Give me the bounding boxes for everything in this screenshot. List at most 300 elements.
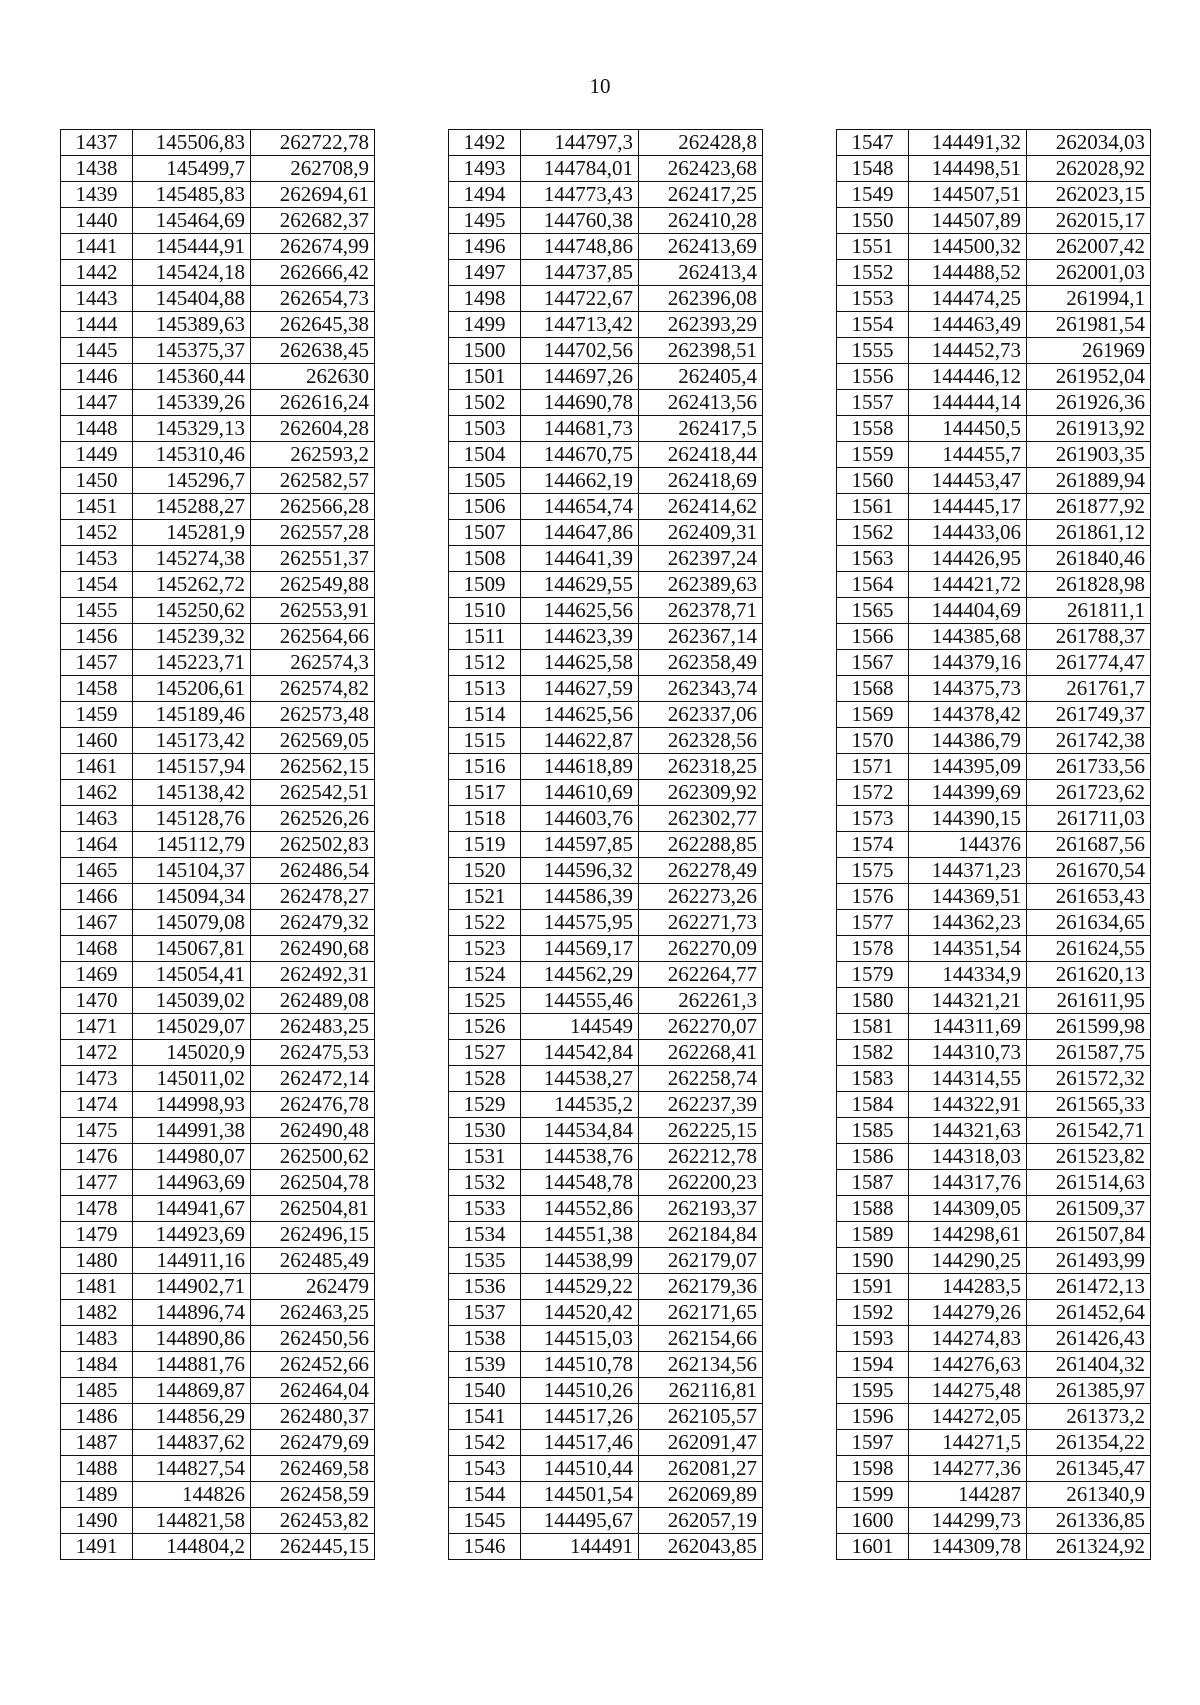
x-coordinate-cell: 145296,7 (133, 468, 251, 494)
x-coordinate-cell: 144551,38 (521, 1222, 639, 1248)
y-coordinate-cell: 262091,47 (639, 1430, 763, 1456)
point-number-cell: 1574 (837, 832, 909, 858)
table-row (449, 338, 763, 364)
table-row (449, 156, 763, 182)
x-coordinate-cell: 144670,75 (521, 442, 639, 468)
point-number-cell: 1579 (837, 962, 909, 988)
x-coordinate-cell: 144386,79 (909, 728, 1027, 754)
y-coordinate-cell: 261572,32 (1027, 1066, 1151, 1092)
point-number-cell: 1468 (61, 936, 133, 962)
coordinate-table-2 (448, 129, 763, 1560)
table-row (61, 832, 375, 858)
point-number-cell: 1538 (449, 1326, 521, 1352)
x-coordinate-cell: 144399,69 (909, 780, 1027, 806)
y-coordinate-cell: 262309,92 (639, 780, 763, 806)
table-row (449, 936, 763, 962)
table-row (449, 494, 763, 520)
x-coordinate-cell: 144623,39 (521, 624, 639, 650)
table-row (837, 286, 1151, 312)
y-coordinate-cell: 262264,77 (639, 962, 763, 988)
point-number-cell: 1485 (61, 1378, 133, 1404)
x-coordinate-cell: 145360,44 (133, 364, 251, 390)
x-coordinate-cell: 145499,7 (133, 156, 251, 182)
table-row (837, 936, 1151, 962)
table-row (449, 598, 763, 624)
x-coordinate-cell: 144322,91 (909, 1092, 1027, 1118)
point-number-cell: 1495 (449, 208, 521, 234)
table-row (449, 416, 763, 442)
x-coordinate-cell: 144318,03 (909, 1144, 1027, 1170)
table-row (61, 1378, 375, 1404)
table-row (449, 260, 763, 286)
x-coordinate-cell: 144881,76 (133, 1352, 251, 1378)
x-coordinate-cell: 144362,23 (909, 910, 1027, 936)
y-coordinate-cell: 262367,14 (639, 624, 763, 650)
y-coordinate-cell: 262413,69 (639, 234, 763, 260)
table-row (449, 1196, 763, 1222)
y-coordinate-cell: 261404,32 (1027, 1352, 1151, 1378)
table-row (449, 572, 763, 598)
x-coordinate-cell: 144784,01 (521, 156, 639, 182)
y-coordinate-cell: 261840,46 (1027, 546, 1151, 572)
x-coordinate-cell: 144376 (909, 832, 1027, 858)
y-coordinate-cell: 262081,27 (639, 1456, 763, 1482)
point-number-cell: 1450 (61, 468, 133, 494)
table-row (837, 1352, 1151, 1378)
point-number-cell: 1494 (449, 182, 521, 208)
table-row (837, 416, 1151, 442)
x-coordinate-cell: 144277,36 (909, 1456, 1027, 1482)
x-coordinate-cell: 144491 (521, 1534, 639, 1560)
x-coordinate-cell: 144641,39 (521, 546, 639, 572)
x-coordinate-cell: 145389,63 (133, 312, 251, 338)
y-coordinate-cell: 262105,57 (639, 1404, 763, 1430)
y-coordinate-cell: 262616,24 (251, 390, 375, 416)
point-number-cell: 1569 (837, 702, 909, 728)
y-coordinate-cell: 262502,83 (251, 832, 375, 858)
y-coordinate-cell: 262034,03 (1027, 130, 1151, 156)
table-row (61, 546, 375, 572)
y-coordinate-cell: 262654,73 (251, 286, 375, 312)
x-coordinate-cell: 145029,07 (133, 1014, 251, 1040)
x-coordinate-cell: 144426,95 (909, 546, 1027, 572)
y-coordinate-cell: 261345,47 (1027, 1456, 1151, 1482)
point-number-cell: 1512 (449, 650, 521, 676)
x-coordinate-cell: 144517,26 (521, 1404, 639, 1430)
x-coordinate-cell: 144534,84 (521, 1118, 639, 1144)
x-coordinate-cell: 144510,26 (521, 1378, 639, 1404)
point-number-cell: 1464 (61, 832, 133, 858)
point-number-cell: 1576 (837, 884, 909, 910)
x-coordinate-cell: 144452,73 (909, 338, 1027, 364)
x-coordinate-cell: 144837,62 (133, 1430, 251, 1456)
y-coordinate-cell: 261542,71 (1027, 1118, 1151, 1144)
table-row (837, 728, 1151, 754)
point-number-cell: 1501 (449, 364, 521, 390)
table-row (837, 1534, 1151, 1560)
table-row (61, 1456, 375, 1482)
point-number-cell: 1454 (61, 572, 133, 598)
y-coordinate-cell: 262237,39 (639, 1092, 763, 1118)
x-coordinate-cell: 144760,38 (521, 208, 639, 234)
y-coordinate-cell: 262490,68 (251, 936, 375, 962)
table-row (837, 1196, 1151, 1222)
y-coordinate-cell: 261913,92 (1027, 416, 1151, 442)
point-number-cell: 1587 (837, 1170, 909, 1196)
y-coordinate-cell: 261324,92 (1027, 1534, 1151, 1560)
x-coordinate-cell: 144520,42 (521, 1300, 639, 1326)
y-coordinate-cell: 262405,4 (639, 364, 763, 390)
table-row (837, 1144, 1151, 1170)
y-coordinate-cell: 262318,25 (639, 754, 763, 780)
y-coordinate-cell: 262057,19 (639, 1508, 763, 1534)
table-row (61, 1482, 375, 1508)
x-coordinate-cell: 144369,51 (909, 884, 1027, 910)
x-coordinate-cell: 145310,46 (133, 442, 251, 468)
point-number-cell: 1525 (449, 988, 521, 1014)
point-number-cell: 1561 (837, 494, 909, 520)
x-coordinate-cell: 144597,85 (521, 832, 639, 858)
table-row (449, 286, 763, 312)
table-row (61, 468, 375, 494)
y-coordinate-cell: 262423,68 (639, 156, 763, 182)
x-coordinate-cell: 145223,71 (133, 650, 251, 676)
x-coordinate-cell: 144507,51 (909, 182, 1027, 208)
x-coordinate-cell: 144446,12 (909, 364, 1027, 390)
y-coordinate-cell: 261749,37 (1027, 702, 1151, 728)
table-row (61, 702, 375, 728)
point-number-cell: 1480 (61, 1248, 133, 1274)
table-row (449, 884, 763, 910)
point-number-cell: 1500 (449, 338, 521, 364)
y-coordinate-cell: 262682,37 (251, 208, 375, 234)
y-coordinate-cell: 262553,91 (251, 598, 375, 624)
y-coordinate-cell: 262722,78 (251, 130, 375, 156)
y-coordinate-cell: 261811,1 (1027, 598, 1151, 624)
table-row (449, 1404, 763, 1430)
point-number-cell: 1498 (449, 286, 521, 312)
point-number-cell: 1549 (837, 182, 909, 208)
x-coordinate-cell: 144510,44 (521, 1456, 639, 1482)
table-row (61, 1118, 375, 1144)
x-coordinate-cell: 144309,05 (909, 1196, 1027, 1222)
table-row (449, 390, 763, 416)
point-number-cell: 1492 (449, 130, 521, 156)
y-coordinate-cell: 262413,56 (639, 390, 763, 416)
x-coordinate-cell: 144529,22 (521, 1274, 639, 1300)
x-coordinate-cell: 145329,13 (133, 416, 251, 442)
point-number-cell: 1478 (61, 1196, 133, 1222)
point-number-cell: 1533 (449, 1196, 521, 1222)
y-coordinate-cell: 261523,82 (1027, 1144, 1151, 1170)
table-row (837, 1222, 1151, 1248)
y-coordinate-cell: 262504,81 (251, 1196, 375, 1222)
table-row (61, 130, 375, 156)
x-coordinate-cell: 144455,7 (909, 442, 1027, 468)
y-coordinate-cell: 262007,42 (1027, 234, 1151, 260)
table-row (61, 1144, 375, 1170)
point-number-cell: 1460 (61, 728, 133, 754)
x-coordinate-cell: 144827,54 (133, 1456, 251, 1482)
table-row (449, 234, 763, 260)
table-row (837, 1508, 1151, 1534)
x-coordinate-cell: 144890,86 (133, 1326, 251, 1352)
x-coordinate-cell: 144998,93 (133, 1092, 251, 1118)
x-coordinate-cell: 144797,3 (521, 130, 639, 156)
table-row (837, 1404, 1151, 1430)
y-coordinate-cell: 262418,69 (639, 468, 763, 494)
point-number-cell: 1537 (449, 1300, 521, 1326)
table-row (837, 1300, 1151, 1326)
x-coordinate-cell: 144395,09 (909, 754, 1027, 780)
x-coordinate-cell: 145189,46 (133, 702, 251, 728)
point-number-cell: 1562 (837, 520, 909, 546)
table-row (61, 234, 375, 260)
y-coordinate-cell: 262445,15 (251, 1534, 375, 1560)
table-row (449, 364, 763, 390)
y-coordinate-cell: 261565,33 (1027, 1092, 1151, 1118)
table-row (61, 572, 375, 598)
table-row (837, 234, 1151, 260)
point-number-cell: 1469 (61, 962, 133, 988)
point-number-cell: 1457 (61, 650, 133, 676)
y-coordinate-cell: 261354,22 (1027, 1430, 1151, 1456)
point-number-cell: 1584 (837, 1092, 909, 1118)
y-coordinate-cell: 262479 (251, 1274, 375, 1300)
x-coordinate-cell: 145444,91 (133, 234, 251, 260)
x-coordinate-cell: 144856,29 (133, 1404, 251, 1430)
x-coordinate-cell: 144562,29 (521, 962, 639, 988)
table-row (61, 1196, 375, 1222)
x-coordinate-cell: 144274,83 (909, 1326, 1027, 1352)
table-row (61, 1508, 375, 1534)
point-number-cell: 1595 (837, 1378, 909, 1404)
x-coordinate-cell: 145274,38 (133, 546, 251, 572)
y-coordinate-cell: 262551,37 (251, 546, 375, 572)
y-coordinate-cell: 262015,17 (1027, 208, 1151, 234)
y-coordinate-cell: 261624,55 (1027, 936, 1151, 962)
y-coordinate-cell: 261670,54 (1027, 858, 1151, 884)
point-number-cell: 1550 (837, 208, 909, 234)
point-number-cell: 1598 (837, 1456, 909, 1482)
point-number-cell: 1555 (837, 338, 909, 364)
x-coordinate-cell: 145011,02 (133, 1066, 251, 1092)
table-row (449, 1534, 763, 1560)
x-coordinate-cell: 145094,34 (133, 884, 251, 910)
y-coordinate-cell: 262485,49 (251, 1248, 375, 1274)
y-coordinate-cell: 261861,12 (1027, 520, 1151, 546)
y-coordinate-cell: 262413,4 (639, 260, 763, 286)
point-number-cell: 1521 (449, 884, 521, 910)
x-coordinate-cell: 144321,21 (909, 988, 1027, 1014)
y-coordinate-cell: 261599,98 (1027, 1014, 1151, 1040)
table-row (837, 546, 1151, 572)
x-coordinate-cell: 144748,86 (521, 234, 639, 260)
table-row (61, 936, 375, 962)
point-number-cell: 1465 (61, 858, 133, 884)
x-coordinate-cell: 144463,49 (909, 312, 1027, 338)
point-number-cell: 1545 (449, 1508, 521, 1534)
point-number-cell: 1567 (837, 650, 909, 676)
point-number-cell: 1476 (61, 1144, 133, 1170)
x-coordinate-cell: 144351,54 (909, 936, 1027, 962)
table-row (449, 650, 763, 676)
point-number-cell: 1484 (61, 1352, 133, 1378)
x-coordinate-cell: 144622,87 (521, 728, 639, 754)
x-coordinate-cell: 144501,54 (521, 1482, 639, 1508)
table-row (837, 702, 1151, 728)
point-number-cell: 1540 (449, 1378, 521, 1404)
x-coordinate-cell: 144618,89 (521, 754, 639, 780)
point-number-cell: 1588 (837, 1196, 909, 1222)
table-row (837, 598, 1151, 624)
x-coordinate-cell: 144433,06 (909, 520, 1027, 546)
point-number-cell: 1472 (61, 1040, 133, 1066)
x-coordinate-cell: 144980,07 (133, 1144, 251, 1170)
point-number-cell: 1508 (449, 546, 521, 572)
table-row (449, 1508, 763, 1534)
point-number-cell: 1448 (61, 416, 133, 442)
x-coordinate-cell: 144991,38 (133, 1118, 251, 1144)
point-number-cell: 1599 (837, 1482, 909, 1508)
point-number-cell: 1589 (837, 1222, 909, 1248)
table-row (61, 650, 375, 676)
point-number-cell: 1467 (61, 910, 133, 936)
table-row (61, 1534, 375, 1560)
table-row (837, 390, 1151, 416)
x-coordinate-cell: 145054,41 (133, 962, 251, 988)
x-coordinate-cell: 145157,94 (133, 754, 251, 780)
table-row (449, 962, 763, 988)
table-row (61, 520, 375, 546)
y-coordinate-cell: 262574,82 (251, 676, 375, 702)
y-coordinate-cell: 261472,13 (1027, 1274, 1151, 1300)
table-row (449, 182, 763, 208)
point-number-cell: 1477 (61, 1170, 133, 1196)
point-number-cell: 1491 (61, 1534, 133, 1560)
point-number-cell: 1461 (61, 754, 133, 780)
point-number-cell: 1582 (837, 1040, 909, 1066)
x-coordinate-cell: 144963,69 (133, 1170, 251, 1196)
y-coordinate-cell: 261587,75 (1027, 1040, 1151, 1066)
point-number-cell: 1594 (837, 1352, 909, 1378)
y-coordinate-cell: 261828,98 (1027, 572, 1151, 598)
y-coordinate-cell: 262452,66 (251, 1352, 375, 1378)
table-row (449, 546, 763, 572)
point-number-cell: 1566 (837, 624, 909, 650)
table-row (449, 1144, 763, 1170)
point-number-cell: 1504 (449, 442, 521, 468)
x-coordinate-cell: 144690,78 (521, 390, 639, 416)
point-number-cell: 1580 (837, 988, 909, 1014)
x-coordinate-cell: 144603,76 (521, 806, 639, 832)
table-row (61, 1300, 375, 1326)
table-row (837, 520, 1151, 546)
y-coordinate-cell: 262472,14 (251, 1066, 375, 1092)
point-number-cell: 1522 (449, 910, 521, 936)
point-number-cell: 1593 (837, 1326, 909, 1352)
table-row (449, 1014, 763, 1040)
y-coordinate-cell: 262483,25 (251, 1014, 375, 1040)
table-row (449, 1274, 763, 1300)
point-number-cell: 1517 (449, 780, 521, 806)
x-coordinate-cell: 144586,39 (521, 884, 639, 910)
x-coordinate-cell: 144488,52 (909, 260, 1027, 286)
table-row (61, 156, 375, 182)
y-coordinate-cell: 262179,36 (639, 1274, 763, 1300)
table-row (61, 312, 375, 338)
x-coordinate-cell: 144569,17 (521, 936, 639, 962)
x-coordinate-cell: 144681,73 (521, 416, 639, 442)
x-coordinate-cell: 145104,37 (133, 858, 251, 884)
x-coordinate-cell: 145020,9 (133, 1040, 251, 1066)
y-coordinate-cell: 262464,04 (251, 1378, 375, 1404)
point-number-cell: 1497 (449, 260, 521, 286)
table-row (837, 1456, 1151, 1482)
y-coordinate-cell: 262302,77 (639, 806, 763, 832)
point-number-cell: 1515 (449, 728, 521, 754)
x-coordinate-cell: 144334,9 (909, 962, 1027, 988)
table-row (449, 728, 763, 754)
y-coordinate-cell: 261493,99 (1027, 1248, 1151, 1274)
point-number-cell: 1488 (61, 1456, 133, 1482)
x-coordinate-cell: 144538,76 (521, 1144, 639, 1170)
y-coordinate-cell: 261761,7 (1027, 676, 1151, 702)
x-coordinate-cell: 144500,32 (909, 234, 1027, 260)
point-number-cell: 1548 (837, 156, 909, 182)
table-row (61, 676, 375, 702)
x-coordinate-cell: 144549 (521, 1014, 639, 1040)
x-coordinate-cell: 144722,67 (521, 286, 639, 312)
table-row (61, 1274, 375, 1300)
point-number-cell: 1455 (61, 598, 133, 624)
x-coordinate-cell: 144474,25 (909, 286, 1027, 312)
point-number-cell: 1447 (61, 390, 133, 416)
x-coordinate-cell: 144510,78 (521, 1352, 639, 1378)
x-coordinate-cell: 145112,79 (133, 832, 251, 858)
y-coordinate-cell: 262574,3 (251, 650, 375, 676)
y-coordinate-cell: 261385,97 (1027, 1378, 1151, 1404)
x-coordinate-cell: 145206,61 (133, 676, 251, 702)
y-coordinate-cell: 262638,45 (251, 338, 375, 364)
y-coordinate-cell: 262630 (251, 364, 375, 390)
table-row (61, 962, 375, 988)
point-number-cell: 1496 (449, 234, 521, 260)
table-row (837, 572, 1151, 598)
point-number-cell: 1482 (61, 1300, 133, 1326)
point-number-cell: 1526 (449, 1014, 521, 1040)
point-number-cell: 1471 (61, 1014, 133, 1040)
y-coordinate-cell: 262171,65 (639, 1300, 763, 1326)
table-row (837, 624, 1151, 650)
y-coordinate-cell: 261723,62 (1027, 780, 1151, 806)
table-row (61, 1170, 375, 1196)
x-coordinate-cell: 144826 (133, 1482, 251, 1508)
point-number-cell: 1445 (61, 338, 133, 364)
table-row (449, 442, 763, 468)
y-coordinate-cell: 262358,49 (639, 650, 763, 676)
x-coordinate-cell: 144290,25 (909, 1248, 1027, 1274)
y-coordinate-cell: 262500,62 (251, 1144, 375, 1170)
table-row (837, 676, 1151, 702)
point-number-cell: 1570 (837, 728, 909, 754)
coordinate-table-1 (60, 129, 375, 1560)
point-number-cell: 1441 (61, 234, 133, 260)
table-row (837, 1066, 1151, 1092)
x-coordinate-cell: 144941,67 (133, 1196, 251, 1222)
y-coordinate-cell: 261969 (1027, 338, 1151, 364)
x-coordinate-cell: 145339,26 (133, 390, 251, 416)
